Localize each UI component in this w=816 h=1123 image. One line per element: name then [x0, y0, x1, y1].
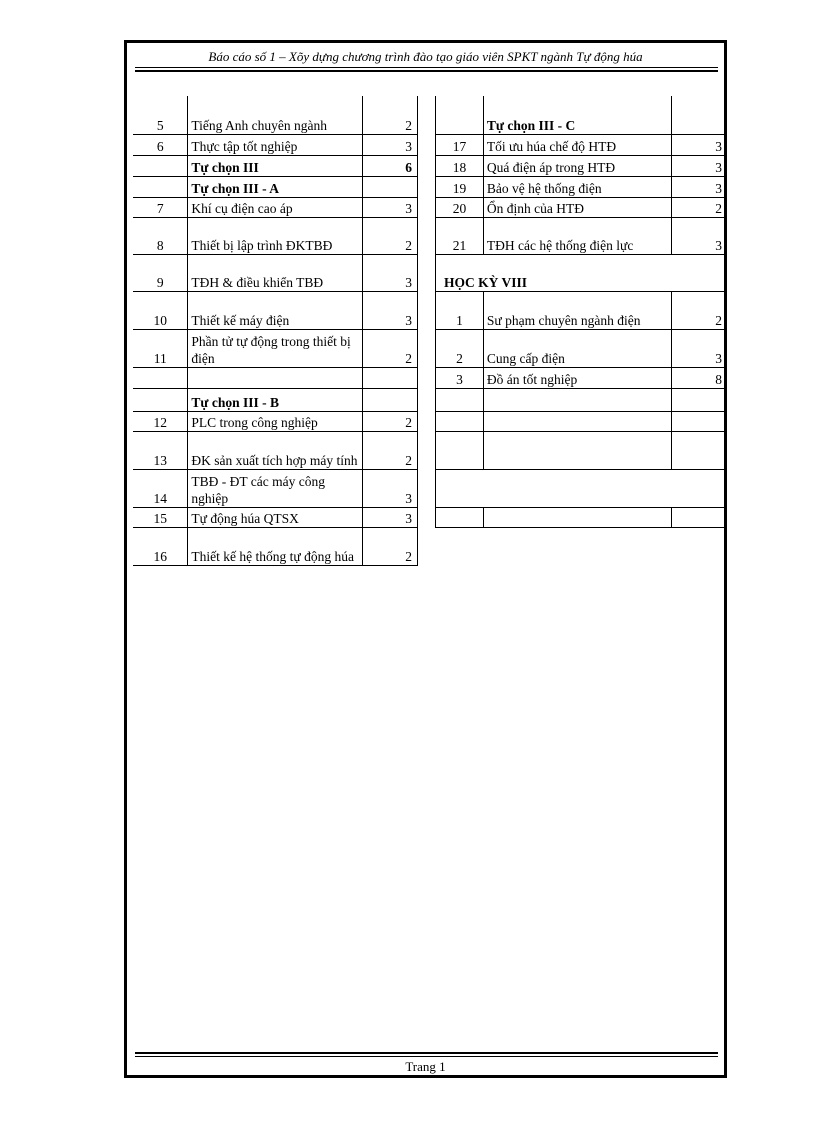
table-row	[133, 527, 418, 565]
course-name: Quá điện áp trong HTĐ	[483, 155, 671, 176]
course-number: 9	[133, 254, 188, 291]
course-name: PLC trong công nghiệp	[188, 411, 363, 431]
course-number: 7	[133, 197, 188, 217]
course-number: 10	[133, 291, 188, 329]
course-number	[133, 367, 188, 388]
course-credits: 3	[363, 507, 418, 527]
table-row	[436, 96, 728, 134]
course-credits: 3	[671, 155, 727, 176]
course-credits: 3	[363, 197, 418, 217]
header-rule-thick	[135, 70, 718, 72]
table-row	[436, 254, 728, 291]
course-number: 2	[436, 329, 484, 367]
table-row	[436, 367, 728, 388]
course-name: Ổn định của HTĐ	[483, 197, 671, 217]
table-row	[436, 388, 728, 411]
course-name: Sư phạm chuyên ngành điện	[483, 291, 671, 329]
right-course-table	[435, 96, 727, 528]
course-number: 16	[133, 527, 188, 565]
course-credits	[671, 388, 727, 411]
table-row	[436, 507, 728, 527]
footer-rule	[135, 1056, 718, 1057]
table-row	[133, 431, 418, 469]
table-row	[436, 329, 728, 367]
course-name: Bảo vệ hệ thống điện	[483, 176, 671, 197]
course-credits	[363, 367, 418, 388]
course-name: Thiết kế hệ thống tự động húa	[188, 527, 363, 565]
table-row	[436, 469, 728, 507]
course-name: TBĐ - ĐT các máy công nghiệp	[188, 469, 363, 507]
course-credits	[671, 431, 727, 469]
course-name	[483, 431, 671, 469]
page-frame	[124, 40, 727, 1078]
table-row	[133, 329, 418, 367]
course-name	[483, 507, 671, 527]
table-row	[133, 217, 418, 254]
course-number	[436, 431, 484, 469]
page-number: Trang 1	[405, 1059, 446, 1074]
course-name	[483, 388, 671, 411]
course-credits: 3	[671, 329, 727, 367]
course-name: Thực tập tốt nghiệp	[188, 134, 363, 155]
course-number	[436, 411, 484, 431]
left-course-table	[133, 96, 418, 566]
course-number	[133, 388, 188, 411]
course-name	[188, 367, 363, 388]
table-row	[436, 291, 728, 329]
course-credits	[671, 507, 727, 527]
course-credits	[671, 411, 727, 431]
course-name: Tự chọn III	[188, 155, 363, 176]
course-number	[133, 176, 188, 197]
footer-rule-thick	[135, 1052, 718, 1054]
course-credits	[671, 96, 727, 134]
course-credits: 2	[671, 197, 727, 217]
course-credits	[363, 176, 418, 197]
course-number: 12	[133, 411, 188, 431]
table-row	[436, 155, 728, 176]
course-number	[436, 96, 484, 134]
course-name: Tiếng Anh chuyên ngành	[188, 96, 363, 134]
course-credits: 3	[363, 291, 418, 329]
table-row	[133, 291, 418, 329]
course-credits	[363, 388, 418, 411]
course-number: 11	[133, 329, 188, 367]
course-number: 17	[436, 134, 484, 155]
header-rule	[135, 67, 718, 68]
course-number: 8	[133, 217, 188, 254]
course-name: TĐH các hệ thống điện lực	[483, 217, 671, 254]
semester-heading: HỌC KỲ VIII	[436, 254, 728, 291]
course-number: 21	[436, 217, 484, 254]
course-name: Phần tử tự động trong thiết bị điện	[188, 329, 363, 367]
table-row	[133, 411, 418, 431]
course-credits: 2	[363, 411, 418, 431]
table-row	[133, 155, 418, 176]
course-number: 14	[133, 469, 188, 507]
table-row	[133, 507, 418, 527]
course-number	[436, 388, 484, 411]
table-row	[436, 217, 728, 254]
course-credits: 2	[671, 291, 727, 329]
table-row	[436, 411, 728, 431]
course-credits: 3	[671, 134, 727, 155]
table-row	[133, 96, 418, 134]
course-credits: 2	[363, 96, 418, 134]
course-name: ĐK sản xuất tích hợp máy tính	[188, 431, 363, 469]
table-row	[436, 197, 728, 217]
course-number: 13	[133, 431, 188, 469]
table-row	[133, 388, 418, 411]
course-credits: 3	[363, 134, 418, 155]
course-name: Khí cụ điện cao áp	[188, 197, 363, 217]
course-credits: 2	[363, 329, 418, 367]
table-row	[436, 134, 728, 155]
course-name: Tự chọn III - A	[188, 176, 363, 197]
course-number: 18	[436, 155, 484, 176]
course-number	[133, 155, 188, 176]
table-row	[436, 431, 728, 469]
course-credits: 3	[363, 254, 418, 291]
table-row	[133, 254, 418, 291]
course-name: Tự động húa QTSX	[188, 507, 363, 527]
course-credits: 3	[671, 176, 727, 197]
course-number: 6	[133, 134, 188, 155]
course-number: 19	[436, 176, 484, 197]
course-credits: 2	[363, 217, 418, 254]
course-name: Thiết kế máy điện	[188, 291, 363, 329]
table-row	[133, 176, 418, 197]
table-row	[133, 367, 418, 388]
table-row	[133, 197, 418, 217]
course-credits: 8	[671, 367, 727, 388]
course-number: 15	[133, 507, 188, 527]
blank-cell	[436, 469, 728, 507]
course-name: Tự chọn III - C	[483, 96, 671, 134]
course-name: Đồ án tốt nghiệp	[483, 367, 671, 388]
course-credits: 3	[671, 217, 727, 254]
course-number	[436, 507, 484, 527]
course-name: Thiết bị lập trình ĐKTBĐ	[188, 217, 363, 254]
course-number: 3	[436, 367, 484, 388]
course-name: Cung cấp điện	[483, 329, 671, 367]
table-row	[436, 176, 728, 197]
course-name: Tối ưu húa chế độ HTĐ	[483, 134, 671, 155]
course-name: TĐH & điều khiển TBĐ	[188, 254, 363, 291]
course-credits: 6	[363, 155, 418, 176]
table-row	[133, 469, 418, 507]
course-credits: 2	[363, 527, 418, 565]
course-name: Tự chọn III - B	[188, 388, 363, 411]
course-number: 20	[436, 197, 484, 217]
course-credits: 2	[363, 431, 418, 469]
table-row	[133, 134, 418, 155]
course-credits: 3	[363, 469, 418, 507]
course-number: 5	[133, 96, 188, 134]
course-number: 1	[436, 291, 484, 329]
page-header: Báo cáo số 1 – Xõy dựng chương trình đào tạo giáo viên SPKT ngành Tự động húa	[208, 49, 643, 64]
course-name	[483, 411, 671, 431]
